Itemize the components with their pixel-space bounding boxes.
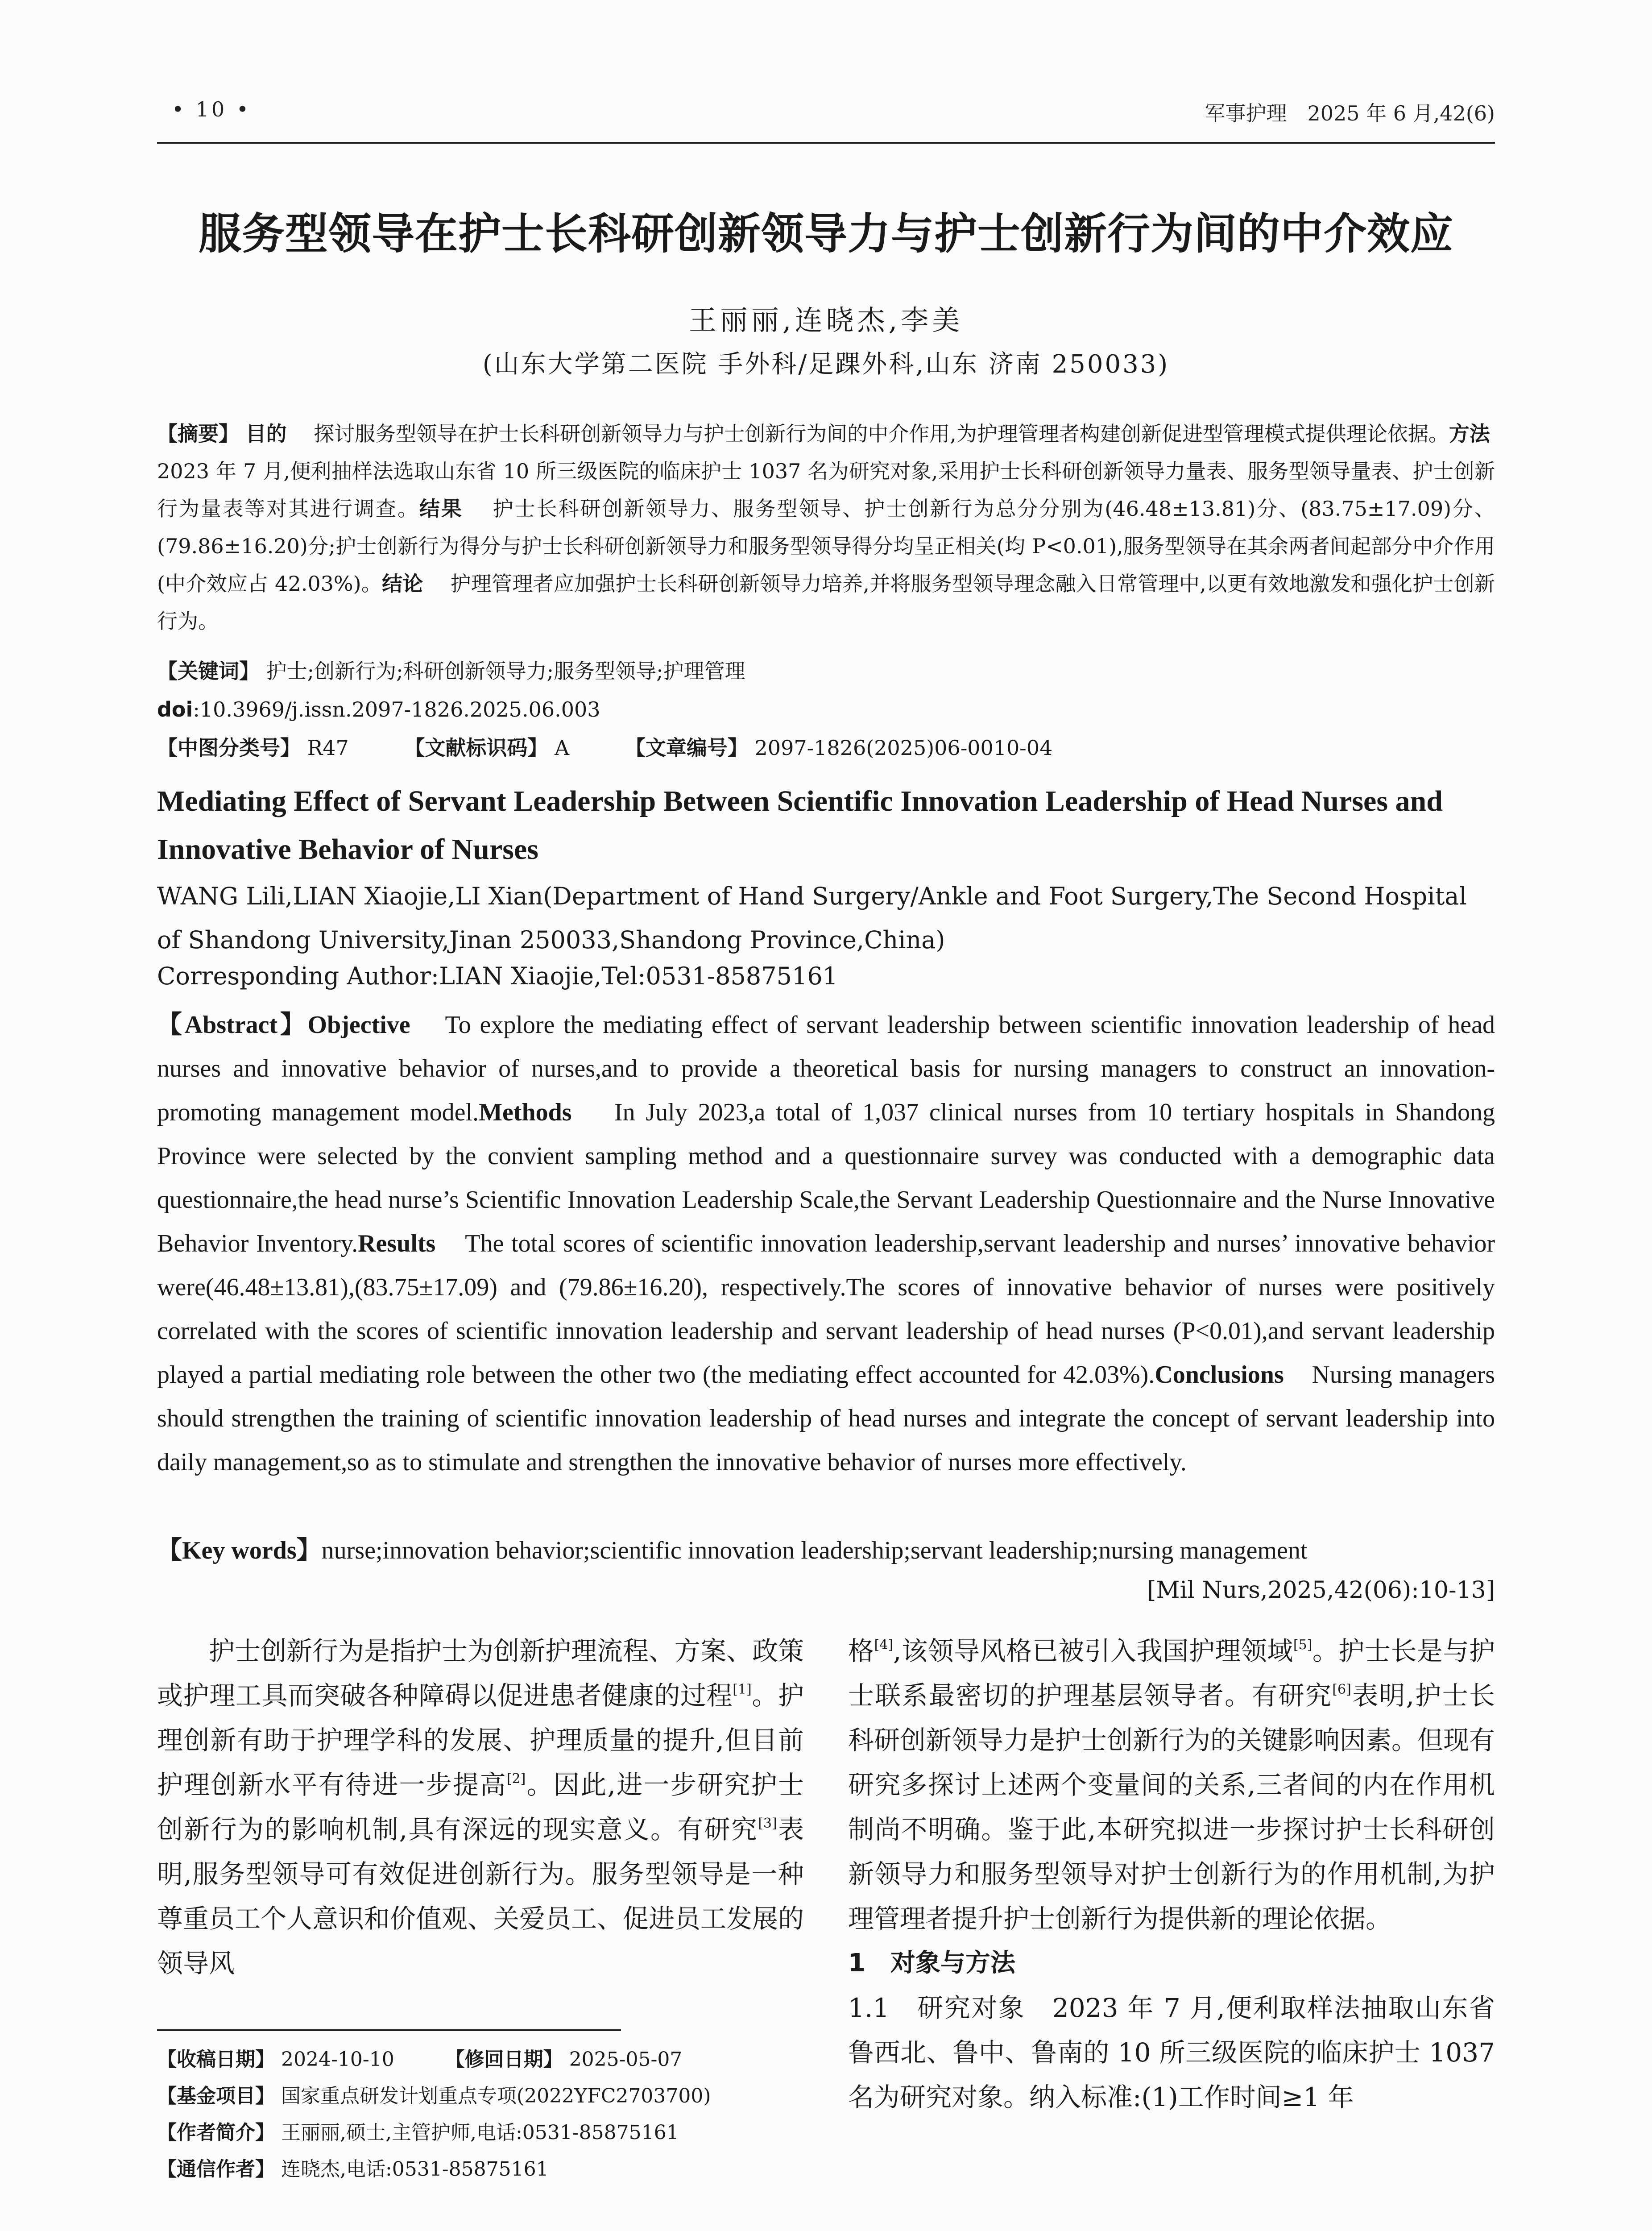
footnote-rule xyxy=(157,2029,621,2031)
intro-continuation xyxy=(848,1629,1495,1941)
funding-value: 国家重点研发计划重点专项(2022YFC2703700) xyxy=(281,2085,711,2107)
author-bio-label: 【作者简介】 xyxy=(157,2121,275,2144)
received-value: 2024-10-10 xyxy=(281,2048,394,2071)
subsection-heading: 1.1 研究对象 xyxy=(848,1993,1026,2023)
keywords-text: 护士;创新行为;科研创新领导力;服务型领导;护理管理 xyxy=(266,659,745,683)
clc-value: R47 xyxy=(307,736,349,760)
body-text: 表明,护士长科研创新领导力是护士创新行为的关键影响因素。但现有研究多探讨上述两个变量间的关系,三者间的内在作用机制尚不明确。鉴于此,本研究拟进一步探讨护士长科研创新领导力和服务型领导对护士创新行为的作用机制,为护理管理者提升护士创新行为提供新的理论依据。 xyxy=(848,1680,1495,1934)
affiliation: (山东大学第二医院 手外科/足踝外科,山东 济南 250033) xyxy=(482,350,1170,379)
en-results-label: Results xyxy=(358,1230,436,1257)
results-text: 护士长科研创新领导力、服务型领导、护士创新行为总分分别为(46.48±13.81)分、(83.75±17.09)分、(79.86±16.20)分;护士创新行为得分与护士长科研创新领导力和服务型领导得分均呈正相关(均 P<0.01),服务型领导在其余两者间起部分中介作用(中介效应占 42.03%)。 xyxy=(157,497,1495,596)
reference-2[interactable]: [2] xyxy=(506,1771,526,1787)
objective-label: 目的 xyxy=(245,422,287,446)
corresponding-value: 连晓杰,电话:0531-85875161 xyxy=(281,2158,549,2181)
footnote-corresponding xyxy=(157,2151,804,2188)
corresponding-label: 【通信作者】 xyxy=(157,2158,275,2181)
doc-code-value: A xyxy=(555,736,570,760)
citation: [Mil Nurs,2025,42(06):10-13] xyxy=(1147,1577,1495,1604)
article-number-value: 2097-1826(2025)06-0010-04 xyxy=(754,736,1053,760)
footnote-dates xyxy=(157,2041,804,2078)
reference-4[interactable]: [4] xyxy=(874,1637,894,1653)
body-text: 2023 年 7 月,便利取样法抽取山东省鲁西北、鲁中、鲁南的 10 所三级医院的临床护士 1037 名为研究对象。纳入标准:(1)工作时间≥1 年 xyxy=(848,1993,1495,2112)
doc-code-label: 【文献标识码】 xyxy=(404,736,548,760)
conclusions-label: 结论 xyxy=(382,572,423,596)
english-abstract xyxy=(157,1003,1495,1484)
en-objective-text: To explore the mediating effect of servant leadership between scientific innovation leadership of head nurses and innovative behavior of nurses,and to provide a theoretical basis for nursing managers to construct an innovation-promoting management model. xyxy=(157,1011,1495,1126)
english-title: Mediating Effect of Servant Leadership Between Scientific Innovation Leadership of Head Nurses and Innovative Behavior of Nurses xyxy=(157,785,1443,866)
chinese-keywords xyxy=(157,652,1495,690)
body-text: 。护理创新有助于护理学科的发展、护理质量的提升,但目前护理创新水平有待进一步提高 xyxy=(157,1680,804,1800)
body-right-column xyxy=(848,1629,1495,2119)
received-label: 【收稿日期】 xyxy=(157,2048,275,2071)
body-text: 表明,服务型领导可有效促进创新行为。服务型领导是一种尊重员工个人意识和价值观、关爱员工、促进员工发展的领导风 xyxy=(157,1814,804,1978)
en-keywords-text: nurse;innovation behavior;scientific innovation leadership;servant leadership;nursing management xyxy=(321,1537,1308,1564)
reference-3[interactable]: [3] xyxy=(758,1816,777,1831)
section-heading: 1 对象与方法 xyxy=(848,1949,1015,1978)
corresponding-author: Corresponding Author:LIAN Xiaojie,Tel:0531-85875161 xyxy=(157,962,838,990)
body-left-column xyxy=(157,1629,804,1986)
page-number: • 10 • xyxy=(172,97,252,121)
body-text: 格 xyxy=(848,1636,874,1666)
abstract-label: 【摘要】 xyxy=(157,422,239,446)
en-methods-text: In July 2023,a total of 1,037 clinical nurses from 10 tertiary hospitals in Shandong Province were selected by the convient sampling method and a questionnaire survey was conducted with a demographic data questionnaire,the head nurse’s Scientific Innovation Leadership Scale,the Servant Leadership Questionnaire and the Nurse Innovative Behavior Inventory. xyxy=(157,1099,1495,1257)
objective-text: 探讨服务型领导在护士长科研创新领导力与护士创新行为间的中介作用,为护理管理者构建创新促进型管理模式提供理论依据。 xyxy=(314,422,1449,446)
en-methods-label: Methods xyxy=(479,1099,572,1126)
en-results-text: The total scores of scientific innovation leadership,servant leadership and nurses’ innovative behavior were(46.48±13.81),(83.75±17.09) and (79.86±16.20), respectively.The scores of innovative behavior of nurses were positively correlated with the scores of scientific innovation leadership and servant leadership of head nurses (P<0.01),and servant leadership played a partial mediating role between the other two (the mediating effect accounted for 42.03%). xyxy=(157,1230,1495,1389)
body-text: ,该领导风格已被引入我国护理领域 xyxy=(893,1636,1293,1666)
reference-1[interactable]: [1] xyxy=(733,1682,752,1697)
methods-label: 方法 xyxy=(1449,422,1490,446)
revised-value: 2025-05-07 xyxy=(569,2048,683,2071)
reference-6[interactable]: [6] xyxy=(1332,1682,1351,1697)
revised-label: 【修回日期】 xyxy=(445,2048,563,2071)
subsection-paragraph xyxy=(848,1986,1495,2119)
article-number-label: 【文章编号】 xyxy=(625,736,748,760)
methods-text: 2023 年 7 月,便利抽样法选取山东省 10 所三级医院的临床护士 1037 名为研究对象,采用护士长科研创新领导力量表、服务型领导量表、护士创新行为量表等对其进行调查。 xyxy=(157,459,1495,521)
en-keywords-label: 【Key words】 xyxy=(157,1537,322,1564)
reference-5[interactable]: [5] xyxy=(1293,1637,1312,1653)
clc-label: 【中图分类号】 xyxy=(157,736,301,760)
chinese-abstract xyxy=(157,415,1495,640)
authors: 王丽丽,连晓杰,李美 xyxy=(688,304,964,336)
results-label: 结果 xyxy=(419,497,463,521)
en-abstract-label: 【Abstract】 xyxy=(157,1011,308,1039)
footnote-author-bio xyxy=(157,2115,804,2151)
header-rule xyxy=(157,142,1495,144)
en-conclusions-text: Nursing managers should strengthen the training of scientific innovation leadership of head nurses and integrate the concept of servant leadership into daily management,so as to stimulate and strengthen the innovative behavior of nurses more effectively. xyxy=(157,1361,1495,1476)
article-title: 服务型领导在护士长科研创新领导力与护士创新行为间的中介效应 xyxy=(199,209,1453,259)
doi-line xyxy=(157,691,1495,728)
body-text: 。护士长是与护士联系最密切的护理基层领导者。有研究 xyxy=(848,1636,1495,1711)
en-conclusions-label: Conclusions xyxy=(1155,1361,1284,1389)
classification-line xyxy=(157,729,1495,767)
en-objective-label: Objective xyxy=(307,1011,410,1039)
intro-paragraph xyxy=(157,1629,804,1986)
doi-label: doi xyxy=(157,697,193,722)
footnote-funding xyxy=(157,2078,804,2115)
footnotes xyxy=(157,2041,804,2188)
keywords-label: 【关键词】 xyxy=(157,659,260,683)
english-keywords xyxy=(157,1530,1495,1566)
body-text: 护士创新行为是指护士为创新护理流程、方案、政策或护理工具而突破各种障碍以促进患者健康的过程 xyxy=(157,1636,804,1711)
body-text: 。因此,进一步研究护士创新行为的影响机制,具有深远的现实意义。有研究 xyxy=(157,1770,804,1845)
doi-value[interactable]: :10.3969/j.issn.2097-1826.2025.06.003 xyxy=(193,697,600,722)
journal-header: 军事护理 2025 年 6 月,42(6) xyxy=(1205,101,1495,125)
english-authors: WANG Lili,LIAN Xiaojie,LI Xian(Department of Hand Surgery/Ankle and Foot Surgery,The Second Hospital of Shandong University,Jinan 250033,Shandong Province,China) xyxy=(157,882,1467,954)
funding-label: 【基金项目】 xyxy=(157,2085,275,2107)
author-bio-value: 王丽丽,硕士,主管护师,电话:0531-85875161 xyxy=(281,2121,679,2144)
conclusions-text: 护理管理者应加强护士长科研创新领导力培养,并将服务型领导理念融入日常管理中,以更有效地激发和强化护士创新行为。 xyxy=(157,572,1495,633)
